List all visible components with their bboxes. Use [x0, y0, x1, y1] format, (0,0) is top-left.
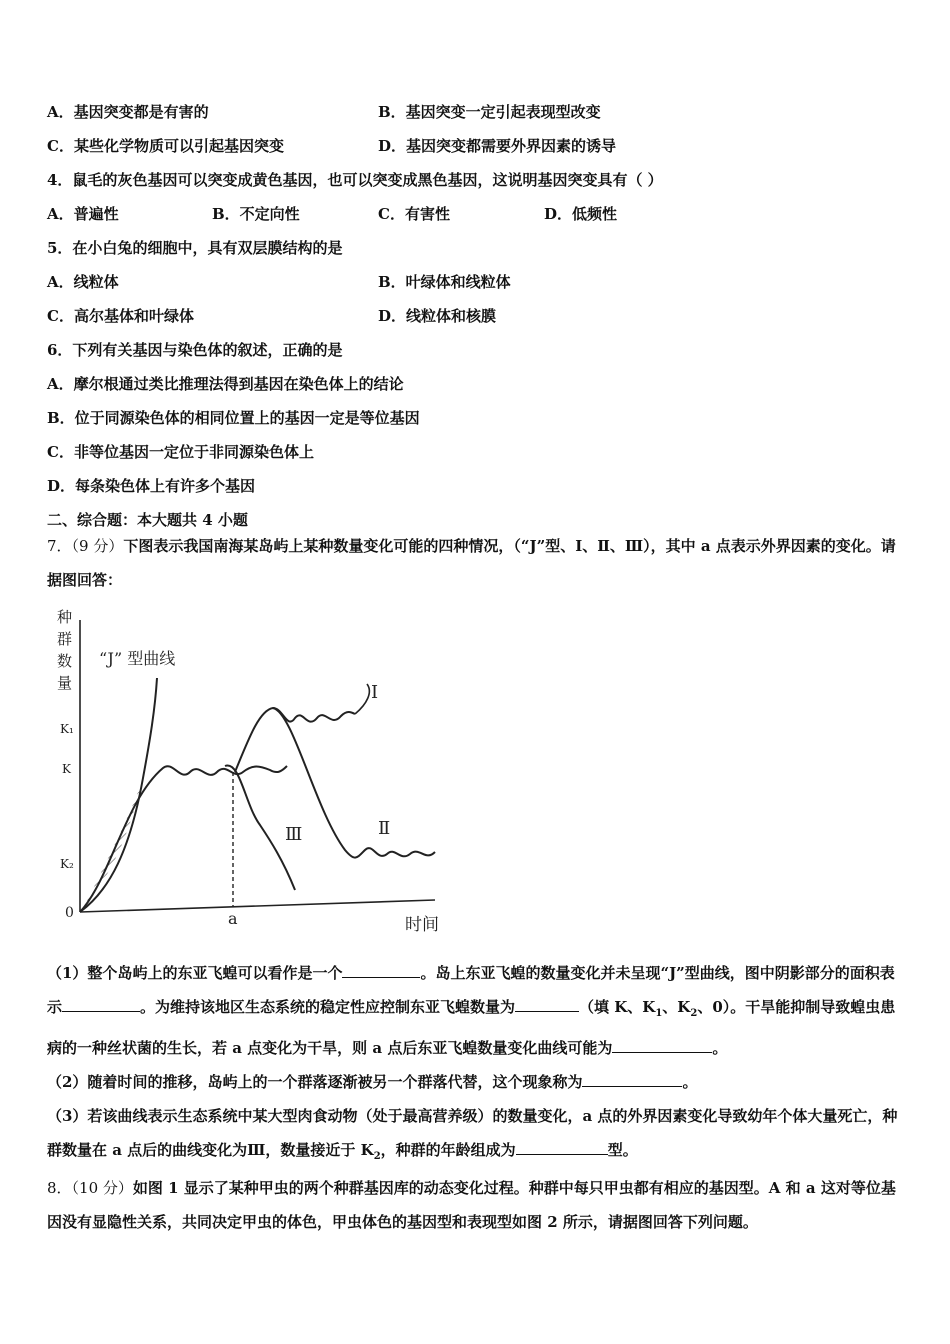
q4-option-c: C．有害性: [378, 205, 450, 223]
s-curve: [80, 766, 287, 912]
j-curve-label: “J” 型曲线: [99, 649, 176, 668]
q6-option-d: D．每条染色体上有许多个基因: [47, 477, 256, 495]
origin-label: 0: [65, 905, 74, 921]
k1-label: K₁: [60, 722, 74, 736]
k-label: K: [62, 762, 71, 776]
y-label-char-1: 种: [57, 608, 73, 626]
q4-option-a: A．普遍性: [47, 205, 119, 223]
q7-blank-6[interactable]: [516, 1138, 608, 1155]
q7-number: 7．（9 分）: [47, 537, 124, 555]
q7-p1-text-a: （1）整个岛屿上的东亚飞蝗可以看作是一个: [47, 964, 343, 982]
q6-option-b: B．位于同源染色体的相同位置上的基因一定是等位基因: [47, 409, 420, 427]
q7-part-3: [47, 1099, 909, 1174]
q7-sub-k2: 2: [373, 1151, 381, 1162]
q8-stem: [47, 1171, 909, 1239]
q3-option-a: A．基因突变都是有害的: [47, 103, 209, 121]
q3-option-c: C．某些化学物质可以引起基因突变: [47, 137, 284, 155]
q6-stem: 6．下列有关基因与染色体的叙述，正确的是: [47, 341, 343, 359]
q7-blank-2[interactable]: [62, 995, 140, 1012]
q7-p3-text-b: ，种群的年龄组成为: [380, 1141, 516, 1159]
curve-I-label: Ⅰ: [371, 682, 379, 703]
q7-blank-1[interactable]: [342, 961, 420, 978]
q7-blank-4[interactable]: [612, 1036, 712, 1053]
q5-option-b: B．叶绿体和线粒体: [378, 273, 511, 291]
q7-p1-text-d: （填 K、K: [579, 998, 656, 1016]
q7-p3-text-c: 型。: [607, 1141, 638, 1159]
x-axis: [80, 900, 435, 912]
q4-option-b: B．不定向性: [212, 205, 300, 223]
q7-part-2: [47, 1065, 909, 1099]
q5-option-c: C．高尔基体和叶绿体: [47, 307, 194, 325]
q7-p1-text-g: 。: [712, 1039, 728, 1057]
y-label-char-2: 群: [57, 630, 73, 648]
x-axis-label: 时间: [405, 915, 439, 935]
k2-label: K₂: [60, 857, 74, 871]
q8-number: 8．（10 分）: [47, 1179, 133, 1197]
q8-stem-text: 如图 1 显示了某种甲虫的两个种群基因库的动态变化过程。种群中每只甲虫都有相应的基因型。A 和 a 这对等位基因没有显隐性关系，共同决定甲虫的体色，甲虫体色的基因型和表现型如图 2 所示，请据图回答下列问题。: [47, 1179, 896, 1231]
q5-option-a: A．线粒体: [47, 273, 119, 291]
q7-p1-text-c: 。为维持该地区生态系统的稳定性应控制东亚飞蝗数量为: [140, 998, 516, 1016]
q6-option-a: A．摩尔根通过类比推理法得到基因在染色体上的结论: [47, 375, 404, 393]
q7-sub-1: 1: [655, 1008, 663, 1019]
q7-p2-text-b: 。: [682, 1073, 698, 1091]
q4-option-d: D．低频性: [544, 205, 618, 223]
shaded-area: [85, 778, 143, 905]
curve-II-label: Ⅱ: [378, 818, 391, 839]
q7-p1-text-f: 、0）。干旱能抑制导致蝗虫患病的一种丝状菌的生长，若 a 点变化为干旱，则 a 点后东亚飞蝗数量变化曲线可能为: [47, 998, 896, 1057]
population-graph: [55, 600, 485, 935]
q7-sub-2: 2: [690, 1008, 698, 1019]
q7-part-1: [47, 956, 909, 1065]
q7-p1-text-b: 。岛上东亚飞蝗的数量变化并未呈现“J”型曲线，图中阴影部分的面积表示: [47, 964, 895, 1016]
q7-blank-3[interactable]: [515, 995, 579, 1012]
y-label-char-3: 数: [57, 652, 73, 670]
a-label: a: [228, 909, 238, 928]
q7-stem-text: 下图表示我国南海某岛屿上某种数量变化可能的四种情况，（“J”型、Ⅰ、Ⅱ、Ⅲ），其中 a 点表示外界因素的变化。请据图回答：: [47, 537, 896, 589]
curve-I-tail: [355, 684, 369, 714]
q7-p1-text-e: 、K: [662, 998, 691, 1016]
q4-stem: 4．鼠毛的灰色基因可以突变成黄色基因，也可以突变成黑色基因，这说明基因突变具有（ ）: [47, 171, 663, 189]
curve-III-label: Ⅲ: [285, 824, 303, 845]
q5-option-d: D．线粒体和核膜: [378, 307, 497, 325]
q7-stem: [47, 529, 909, 597]
section-2-heading: 二、综合题：本大题共 4 小题: [47, 511, 248, 529]
j-curve: [80, 678, 157, 912]
q3-option-b: B．基因突变一定引起表现型改变: [378, 103, 601, 121]
q7-p2-text-a: （2）随着时间的推移，岛屿上的一个群落逐渐被另一个群落代替，这个现象称为: [47, 1073, 583, 1091]
q6-option-c: C．非等位基因一定位于非同源染色体上: [47, 443, 314, 461]
y-label-char-4: 量: [57, 674, 73, 692]
q7-p3-text-a: （3）若该曲线表示生态系统中某大型肉食动物（处于最高营养级）的数量变化，a 点的外界因素变化导致幼年个体大量死亡，种群数量在 a 点后的曲线变化为Ⅲ，数量接近于 K: [47, 1107, 898, 1159]
q7-blank-5[interactable]: [582, 1070, 682, 1087]
q5-stem: 5．在小白兔的细胞中，具有双层膜结构的是: [47, 239, 343, 257]
q3-option-d: D．基因突变都需要外界因素的诱导: [378, 137, 617, 155]
